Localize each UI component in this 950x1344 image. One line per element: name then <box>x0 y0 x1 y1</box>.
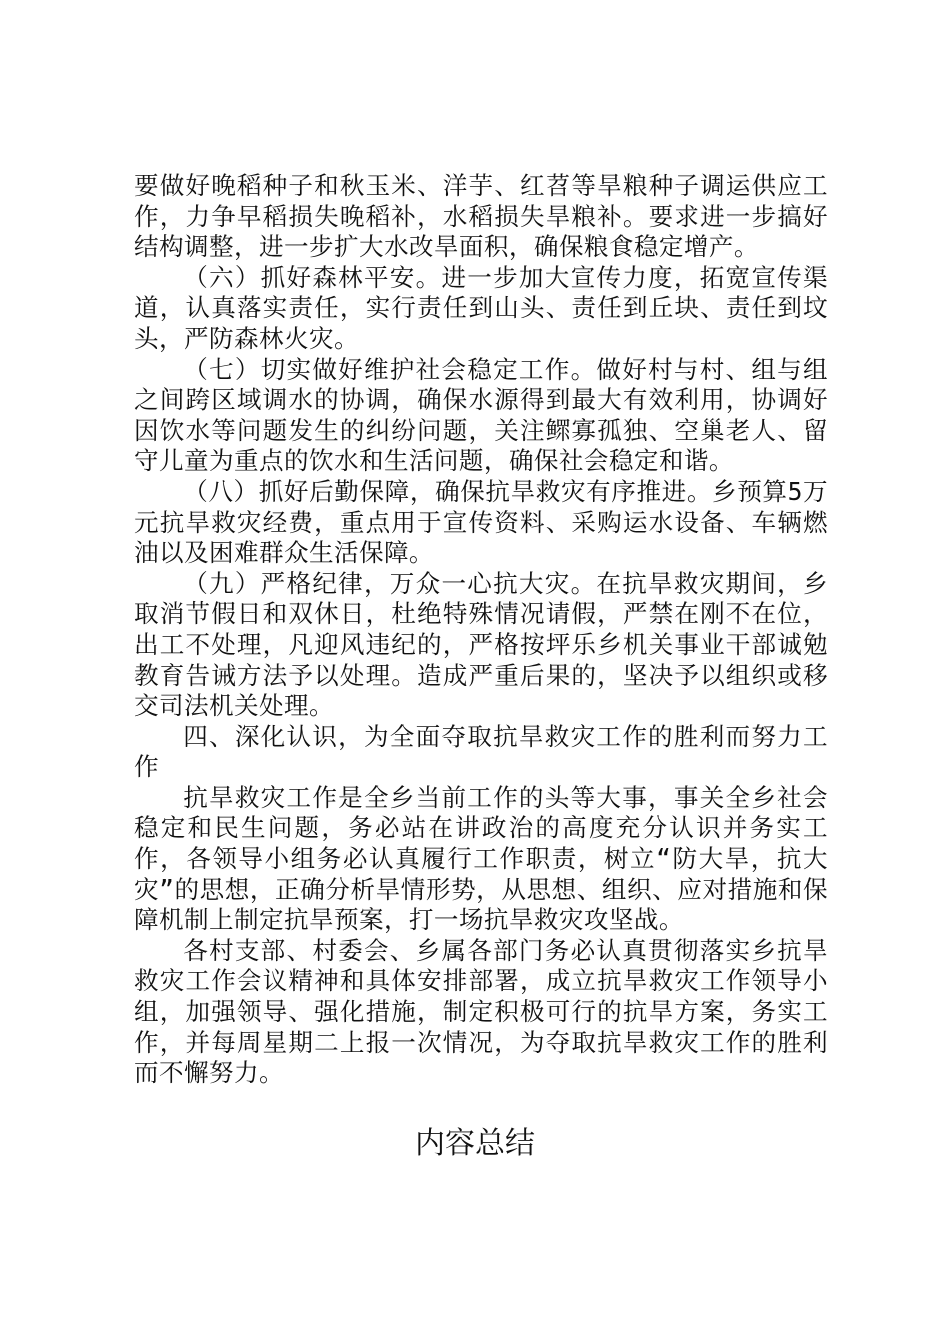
document-body <box>134 171 828 1089</box>
summary-title: 内容总结 <box>415 1126 535 1161</box>
paragraph-section-8-logistics: （八）抓好后勤保障，确保抗旱救灾有序推进。乡预算5万元抗旱救灾经费，重点用于宣传资料、采购运水设备、车辆燃油以及困难群众生活保障。 <box>134 476 828 568</box>
paragraph-section-7-social-stability: （七）切实做好维护社会稳定工作。做好村与村、组与组之间跨区域调水的协调，确保水源得到最大有效利用，协调好因饮水等问题发生的纠纷问题，关注鳏寡孤独、空巢老人、留守儿童为重点的饮水和生活问题，确保社会稳定和谐。 <box>134 354 828 476</box>
paragraph-implementation: 各村支部、村委会、乡属各部门务必认真贯彻落实乡抗旱救灾工作会议精神和具体安排部署，成立抗旱救灾工作领导小组，加强领导、强化措施，制定积极可行的抗旱方案，务实工作，并每周星期二上报一次情况，为夺取抗旱救灾工作的胜利而不懈努力。 <box>134 935 828 1088</box>
paragraph-section-6-forest-safety: （六）抓好森林平安。进一步加大宣传力度，拓宽宣传渠道，认真落实责任，实行责任到山头、责任到丘块、责任到坟头，严防森林火灾。 <box>134 262 828 353</box>
paragraph-section-9-discipline: （九）严格纪律，万众一心抗大灾。在抗旱救灾期间，乡取消节假日和双休日，杜绝特殊情况请假，严禁在刚不在位，出工不处理，凡迎风违纪的，严格按坪乐乡机关事业干部诚勉教育告诫方法予以处理。造成严重后果的，坚决予以组织或移交司法机关处理。 <box>134 568 828 721</box>
section-heading-4: 四、深化认识，为全面夺取抗旱救灾工作的胜利而努力工作 <box>134 721 828 782</box>
paragraph-grain-seed-supply: 要做好晚稻种子和秋玉米、洋芋、红苕等旱粮种子调运供应工作，力争早稻损失晚稻补，水稻损失旱粮补。要求进一步搞好结构调整，进一步扩大水改旱面积，确保粮食稳定增产。 <box>134 171 828 262</box>
paragraph-importance: 抗旱救灾工作是全乡当前工作的头等大事，事关全乡社会稳定和民生问题，务必站在讲政治的高度充分认识并务实工作，各领导小组务必认真履行工作职责，树立“防大旱，抗大灾”的思想，正确分析旱情形势，从思想、组织、应对措施和保障机制上制定抗旱预案，打一场抗旱救灾攻坚战。 <box>134 782 828 935</box>
